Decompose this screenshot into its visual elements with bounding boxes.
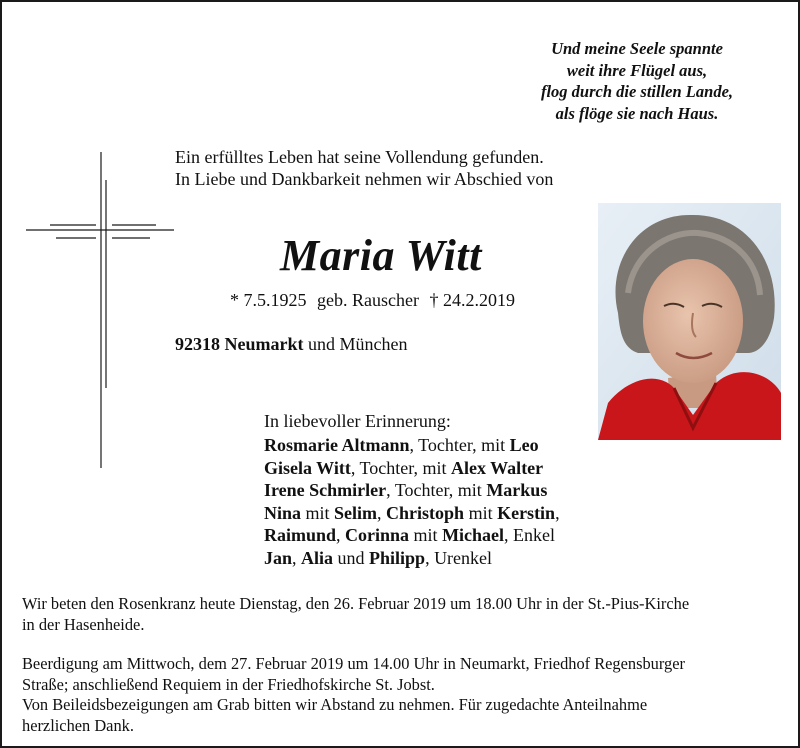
mourner-name: Nina [264, 502, 302, 523]
mourner-text: , [292, 547, 302, 568]
mourner-line [264, 434, 560, 457]
intro-text [175, 146, 553, 190]
poem-line: weit ihre Flügel aus, [566, 60, 708, 80]
mourner-text: , [336, 525, 346, 546]
poem-line: Und meine Seele spannte [551, 39, 723, 58]
rosary-notice [22, 594, 782, 635]
mourner-name: Raimund [264, 525, 337, 546]
mourner-text: , Urenkel [425, 547, 493, 568]
funeral-line: Beerdigung am Mittwoch, dem 27. Februar 2019 um 14.00 Uhr in Neumarkt, Friedhof Regensburger [22, 654, 685, 673]
location [175, 334, 407, 355]
postal-town: 92318 Neumarkt [175, 334, 304, 354]
poem [522, 38, 752, 124]
mourner-name: Michael [442, 525, 505, 546]
mourner-name: Kerstin [497, 502, 556, 523]
maiden-name: geb. Rauscher [317, 290, 419, 310]
mourner-text: mit [464, 502, 498, 523]
memory-heading: In liebevoller Erinnerung: [264, 411, 451, 431]
location-rest: und München [308, 334, 408, 354]
mourner-name: Selim [334, 502, 378, 523]
mourner-text: , Tochter, mit [350, 457, 452, 478]
mourner-text: , Enkel [504, 525, 556, 546]
funeral-line: Straße; anschließend Requiem in der Friedhofskirche St. Jobst. [22, 674, 435, 694]
mourner-name: Leo [509, 435, 539, 455]
mourner-name: Markus [486, 480, 548, 501]
mourner-text: mit [409, 525, 443, 546]
intro-line: In Liebe und Dankbarkeit nehmen wir Abschied von [175, 169, 554, 189]
deceased-name: Maria Witt [280, 231, 482, 280]
mourner-line [264, 547, 560, 570]
mourner-name: Corinna [345, 525, 410, 546]
portrait-photo [598, 203, 781, 440]
mourners-list [264, 434, 560, 570]
mourner-line [264, 457, 560, 480]
mourner-name: Rosmarie Altmann [264, 435, 410, 455]
mourner-text: und [333, 547, 370, 568]
intro-line: Ein erfülltes Leben hat seine Vollendung gefunden. [175, 147, 544, 167]
mourner-name: Jan [264, 547, 293, 568]
mourner-name: Philipp [369, 547, 426, 568]
mourner-name: Alex Walter [451, 457, 544, 478]
mourner-name: Gisela Witt [264, 457, 351, 478]
mourner-text: , [555, 502, 560, 523]
mourner-line [264, 502, 560, 525]
mourner-text: , Tochter, mit [409, 435, 510, 455]
cross-icon [22, 152, 182, 472]
funeral-notice [22, 654, 782, 736]
funeral-line: Von Beileidsbezeigungen am Grab bitten wir Abstand zu nehmen. Für zugedachte Anteilnahme [22, 695, 648, 714]
mourner-name: Irene Schmirler [264, 480, 387, 501]
mourner-name: Christoph [386, 502, 465, 523]
rosary-line: Wir beten den Rosenkranz heute Dienstag, den 26. Februar 2019 um 18.00 Uhr in der St.-Pius-Kirche [22, 594, 690, 613]
mourner-line [264, 524, 560, 547]
poem-line: als flöge sie nach Haus. [555, 103, 719, 123]
mourner-text: mit [301, 502, 335, 523]
mourner-line [264, 479, 560, 502]
rosary-line: in der Hasenheide. [22, 614, 145, 634]
funeral-line: herzlichen Dank. [22, 715, 134, 735]
life-dates [230, 290, 521, 311]
birth-date: * 7.5.1925 [230, 290, 307, 310]
death-date: † 24.2.2019 [429, 290, 515, 310]
mourner-name: Alia [301, 547, 334, 568]
mourner-text: , [377, 502, 387, 523]
poem-line: flog durch die stillen Lande, [540, 82, 734, 101]
mourner-text: , Tochter, mit [386, 480, 487, 501]
